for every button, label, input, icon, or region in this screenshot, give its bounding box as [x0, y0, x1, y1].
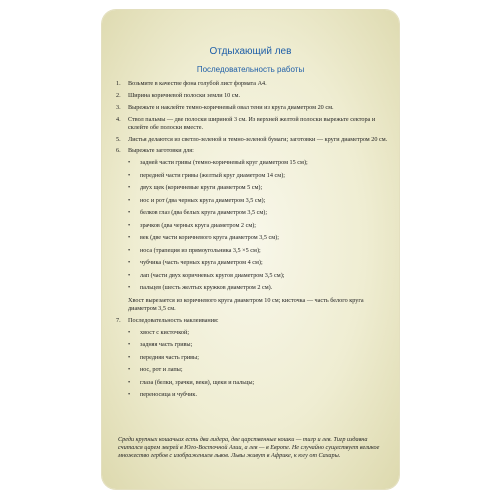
list-item-text: хвост с кисточкой;: [140, 328, 190, 336]
step-3: [116, 104, 388, 112]
list-item: [128, 284, 388, 292]
list-item-text: нос и рот (два черных круга диаметром 3,5 см);: [140, 196, 266, 204]
bullet-icon: •: [128, 366, 131, 374]
bullet-icon: •: [128, 353, 131, 361]
bullet-icon: •: [128, 284, 131, 292]
list-item-text: двух щек (коричневые круги диаметром 5 см);: [140, 184, 263, 192]
step-1: [116, 80, 388, 88]
step-text: Вырежьте заготовки для:: [128, 147, 194, 155]
list-item: [128, 184, 388, 192]
list-item-text: белков глаз (два белых круга диаметром 3,5 см);: [140, 209, 268, 217]
step-6: [116, 147, 388, 155]
bullet-icon: •: [128, 171, 131, 179]
list-item: [128, 247, 388, 255]
list-item-text: нос, рот и лапы;: [140, 366, 183, 374]
page-title: Отдыхающий лев: [209, 46, 292, 57]
list-item-text: задняя часть гривы;: [140, 341, 193, 349]
list-item-text: носа (трапеция из прямоугольника 3,5 ×5 см);: [140, 246, 261, 254]
list-item: [128, 341, 388, 349]
step-text: Ствол пальмы — две полоски шириной 3 см. Из верхней желтой полоски вырежьте сектора и склейте обе полоски вместе.: [128, 115, 376, 131]
list-item: [128, 172, 388, 180]
step-4: [116, 116, 388, 132]
step-number: 2.: [116, 91, 121, 99]
step-text: Возьмите в качестве фона голубой лист формата А4.: [128, 80, 267, 87]
step-text: Ширина коричневой полоски земли 10 см.: [128, 91, 241, 99]
bullet-icon: •: [128, 159, 131, 167]
list-item-text: век (две части коричневого круга диаметром 3,5 см);: [140, 234, 279, 242]
list-item: [128, 222, 388, 230]
step-text: Последовательность наклеивания:: [128, 316, 219, 324]
bullet-icon: •: [128, 209, 131, 217]
list-item: [128, 391, 388, 399]
list-item: [128, 234, 388, 242]
bullet-icon: •: [128, 391, 131, 399]
step-number: 1.: [116, 80, 121, 87]
list-item-text: глаза (белки, зрачки, веки), щеки и пальцы;: [140, 378, 255, 386]
page-subtitle: Последовательность работы: [196, 65, 305, 74]
step-number: 4.: [116, 115, 121, 123]
list-item: [128, 354, 388, 362]
step-text: Вырежьте и наклейте темно-коричневый овал тени из круга диаметром 20 см.: [128, 103, 334, 111]
bullet-icon: •: [128, 234, 131, 242]
list-item-text: задней части гривы (темно-коричневый круг диаметром 15 см);: [140, 159, 308, 167]
list-item: [128, 272, 388, 280]
bullet-icon: •: [128, 341, 131, 349]
list-item-text: передняя часть гривы;: [140, 353, 199, 361]
step-text: Листья делаются из светло-зеленой и темно-зеленой бумаги; заготовки — круги диаметром 20 см.: [128, 135, 388, 143]
list-item: [128, 197, 388, 205]
step-7: [116, 317, 388, 325]
step-2: [116, 92, 388, 100]
list-item-text: зрачков (два черных круга диаметром 2 см);: [140, 221, 257, 229]
list-item-text: чубчика (часть черных круга диаметром 4 см);: [140, 259, 263, 267]
step-number: 5.: [116, 135, 121, 143]
bullet-icon: •: [128, 378, 131, 386]
step-number: 7.: [116, 316, 121, 324]
step-number: 6.: [116, 147, 121, 155]
bullet-icon: •: [128, 328, 131, 336]
list-item-text: переносица и чубчик.: [140, 391, 197, 399]
bullet-icon: •: [128, 221, 131, 229]
step7-items: [116, 329, 388, 399]
list-item: [128, 329, 388, 337]
list-item: [128, 209, 388, 217]
step-number: 3.: [116, 103, 121, 111]
bullet-icon: •: [128, 184, 131, 192]
bullet-icon: •: [128, 246, 131, 254]
bullet-icon: •: [128, 259, 131, 267]
steps-list: [116, 80, 388, 404]
list-item: [128, 259, 388, 267]
instruction-card: [102, 10, 399, 489]
list-item: [128, 159, 388, 167]
step-5: [116, 136, 388, 144]
step6-tail: Хвост вырезается из коричневого круга диаметром 10 см; кисточка — часть белого круга диаметром 3,5 см.: [128, 296, 364, 312]
list-item-text: передней части гривы (желтый круг диаметром 14 см);: [140, 171, 285, 179]
list-item-text: лап (части двух коричневых кругов диаметром 3,5 см);: [140, 271, 285, 279]
step6-items: [116, 159, 388, 292]
list-item-text: пальцев (шесть желтых кружков диаметром 2 см).: [140, 284, 273, 292]
bullet-icon: •: [128, 271, 131, 279]
bullet-icon: •: [128, 196, 131, 204]
footer-note: Среди крупных кошачьих есть два лидера, две царственные кошки — тигр и лев. Тигр издавна считался царем зверей в Юго-Восточной Азии, а лев — в Европе. Не случайно существует великое множество гербов с изображением львов. Львы живут в Африке, к югу от Сахары.: [118, 436, 380, 459]
list-item: [128, 379, 388, 387]
list-item: [128, 366, 388, 374]
